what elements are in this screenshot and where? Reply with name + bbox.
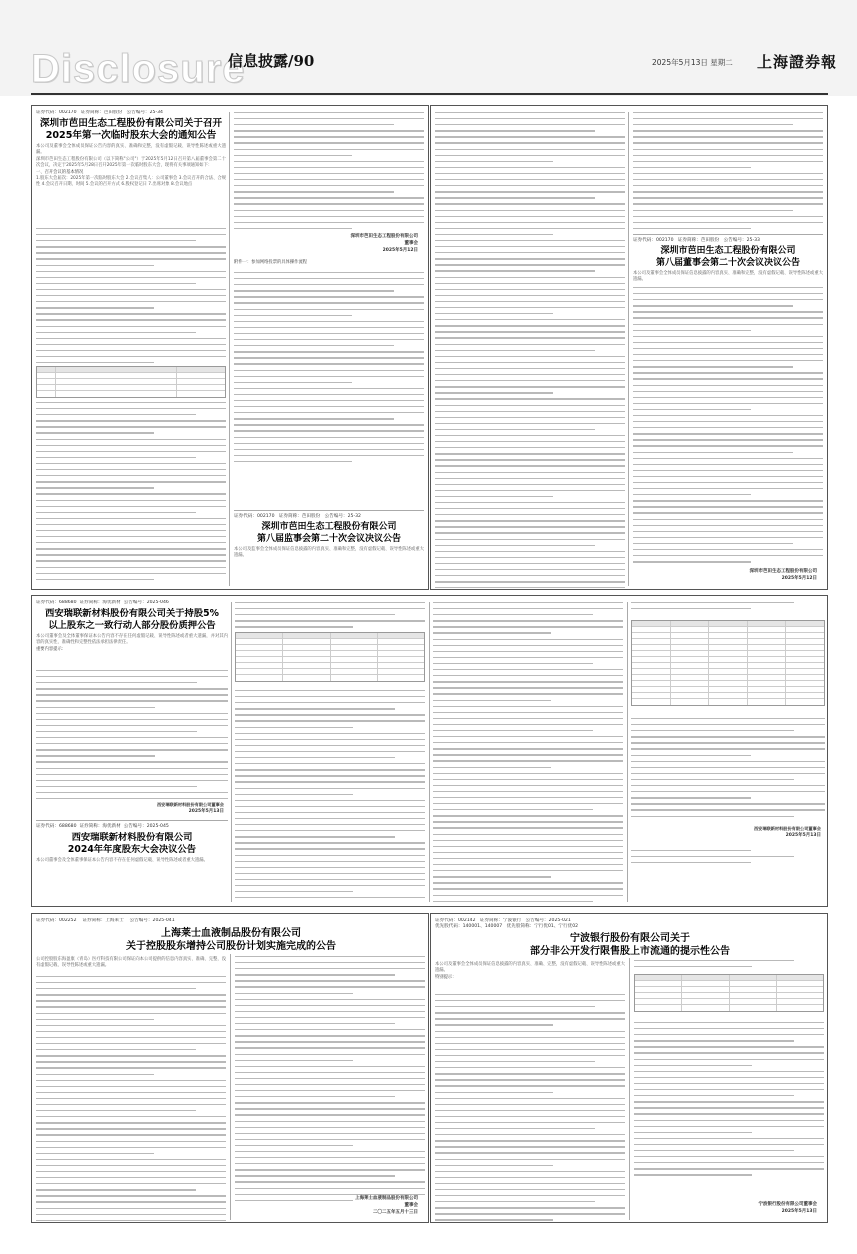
stock-code: 证券代码：002252 — [36, 918, 77, 923]
stock-code: 证券代码：688680 — [36, 824, 77, 829]
issue-date: 2025年5月13日 星期二 — [652, 58, 733, 67]
notice-number: 公告编号：2025-046 — [123, 600, 169, 605]
notice-number: 公告编号：25-33 — [723, 238, 760, 243]
section-heading: 一、召开会议的基本情况 — [36, 169, 84, 175]
signature-date: 2025年5月12日 — [781, 576, 817, 581]
pledge-table — [235, 632, 425, 682]
signature-company: 上海莱士血液制品股份有限公司 — [355, 1196, 418, 1201]
notice-intro: 本公司及董事会全体成员保证信息披露的内容真实、准确和完整，没有虚假记载、误导性陈述或重大遗漏。 — [633, 271, 823, 283]
notice-intro: 公司控股股东海盈康（青岛）医疗科技有限公司保证向本公司提供的信息内容真实、准确、完整，没有虚假记载、误导性陈述或重大遗漏。 — [36, 957, 226, 969]
notice-xian-ruilian — [31, 595, 828, 907]
notice-title: 上海莱士血液制品股份有限公司 — [161, 928, 301, 939]
notice-body: 深圳市芭田生态工程股份有限公司（以下简称"公司"）于2025年5月12日召开第八届董事会第二十次会议，决定于2025年5月28日召开2025年第一次临时股东大会，现将有关事项通知如下： — [36, 156, 226, 169]
stock-short-name: 证券简称：上海莱士 — [82, 918, 124, 923]
stock-short-name: 证券简称：宁波银行 — [479, 918, 522, 923]
stock-short-name: 证券简称：海优新材 — [79, 600, 121, 605]
notice-title-line2: 2024年年度股东大会决议公告 — [67, 844, 197, 855]
preferred-stock-name: 优先股简称：宁行优01、宁行优02 — [506, 924, 579, 929]
notice-title-line2: 第八届监事会第二十次会议决议公告 — [256, 533, 401, 544]
notice-title-line2: 部分非公开发行限售股上市流通的提示性公告 — [530, 946, 730, 957]
notice-meta — [36, 918, 426, 924]
notice-meta-preferred — [435, 924, 825, 930]
section-heading: 重要内容提示： — [36, 646, 67, 652]
stock-code: 证券代码：002170 — [36, 110, 77, 115]
notice-number: 公告编号：25-34 — [126, 110, 163, 115]
notice-meta — [633, 238, 823, 244]
notice-number: 公告编号：2025-045 — [123, 824, 169, 829]
masthead — [0, 0, 857, 96]
attachment-heading: 附件一：参加网络投票的具体操作流程 — [234, 260, 308, 265]
notice-intro: 本公司及董事会全体成员保证信息披露的内容真实、准确、完整，没有虚假记载、误导性陈述或重大遗漏。 — [435, 962, 625, 974]
notice-meta — [36, 110, 226, 116]
signature-date: 2025年5月13日 — [188, 809, 224, 814]
notice-shanghai-laishi — [31, 913, 429, 1223]
notice-number: 公告编号：25-32 — [324, 514, 361, 519]
signature-board: 董事会 — [404, 1203, 418, 1208]
stock-code: 证券代码：002142 — [435, 918, 476, 923]
notice-body-items: 1.股东大会届次：2025年第一次临时股东大会 2.会议召集人：公司董事会 3.会议召开的合法、合规性 4.会议召开日期、时间 5.会议的召开方式 6.股权登记日 7.出席对象 8.会议地点 — [36, 176, 226, 188]
notice-title: 西安瑞联新材料股份有限公司 — [71, 832, 193, 843]
stock-code: 证券代码：688680 — [36, 600, 77, 605]
signature-company: 西安瑞联新材料股份有限公司董事会 — [753, 826, 821, 831]
signature-company: 深圳市芭田生态工程股份有限公司 — [749, 569, 817, 574]
notice-meta — [36, 824, 228, 830]
notice-intro: 本公司及监事会全体成员保证信息披露的内容真实、准确和完整，没有虚假记载、误导性陈述或重大遗漏。 — [234, 547, 424, 559]
notice-title: 宁波银行股份有限公司关于 — [570, 933, 690, 944]
section-heading: 特别提示： — [435, 974, 457, 980]
masthead-rule — [31, 93, 828, 95]
signature-company: 西安瑞联新材料股份有限公司董事会 — [156, 802, 224, 807]
notice-number: 公告编号：2025-041 — [129, 918, 175, 923]
stock-short-name: 证券简称：芭田股份 — [278, 514, 321, 519]
notice-title: 深圳市芭田生态工程股份有限公司关于召开 — [39, 118, 223, 129]
notice-title: 西安瑞联新材料股份有限公司关于持股5% — [45, 608, 219, 619]
notice-title: 深圳市芭田生态工程股份有限公司 — [660, 246, 796, 256]
notice-title-line2: 以上股东之一致行动人部分股份质押公告 — [48, 620, 216, 631]
stock-code: 证券代码：002170 — [633, 238, 674, 243]
voting-table — [631, 620, 825, 706]
stock-short-name: 证券简称：海优新材 — [79, 824, 121, 829]
signature-date: 2025年5月13日 — [781, 1209, 817, 1214]
stock-short-name: 证券简称：芭田股份 — [677, 238, 720, 243]
section-title: 信息披露/90 — [228, 52, 315, 70]
notice-baotian-board — [430, 105, 828, 590]
notice-number: 公告编号：2025-021 — [525, 918, 571, 923]
notice-intro: 本公司董事会及全体董事保证本公告内容不存在任何虚假记载、误导性陈述或者重大遗漏。 — [36, 858, 208, 863]
proposal-table — [36, 366, 226, 398]
signature-date: 二〇二五年五月十三日 — [373, 1210, 418, 1215]
notice-intro: 本公司董事会及全体董事保证本公告内容不存在任何虚假记载、误导性陈述或者重大遗漏，并对其内容的真实性、准确性和完整性依法承担法律责任。 — [36, 634, 228, 646]
masthead-word: Disclosure — [31, 47, 246, 91]
notice-meta — [36, 600, 228, 606]
notice-intro: 本公司及董事会全体成员保证公告内容的真实、准确和完整，没有虚假记载、误导性陈述或重大遗漏。 — [36, 144, 226, 156]
signature-board: 董事会 — [404, 241, 418, 246]
stock-short-name: 证券简称：芭田股份 — [80, 110, 123, 115]
signature-date: 2025年5月13日 — [785, 833, 821, 838]
restricted-shares-table — [634, 974, 824, 1012]
notice-title-line2: 第八届董事会第二十次会议决议公告 — [655, 257, 800, 268]
signature-company: 深圳市芭田生态工程股份有限公司 — [350, 234, 418, 239]
newspaper-name: 上海證券報 — [757, 53, 838, 71]
notice-ningbo-bank — [430, 913, 828, 1223]
notice-meta — [234, 514, 424, 520]
notice-title-line2: 2025年第一次临时股东大会的通知公告 — [45, 130, 217, 141]
notice-baotian-meeting — [31, 105, 429, 590]
signature-company: 宁波银行股份有限公司董事会 — [758, 1202, 817, 1207]
notice-title-line2: 关于控股股东增持公司股份计划实施完成的公告 — [126, 941, 336, 952]
notice-title: 深圳市芭田生态工程股份有限公司 — [261, 522, 397, 532]
preferred-stock-code: 优先股代码：140001、140007 — [435, 924, 503, 929]
signature-date: 2025年5月12日 — [382, 248, 418, 253]
stock-code: 证券代码：002170 — [234, 514, 275, 519]
